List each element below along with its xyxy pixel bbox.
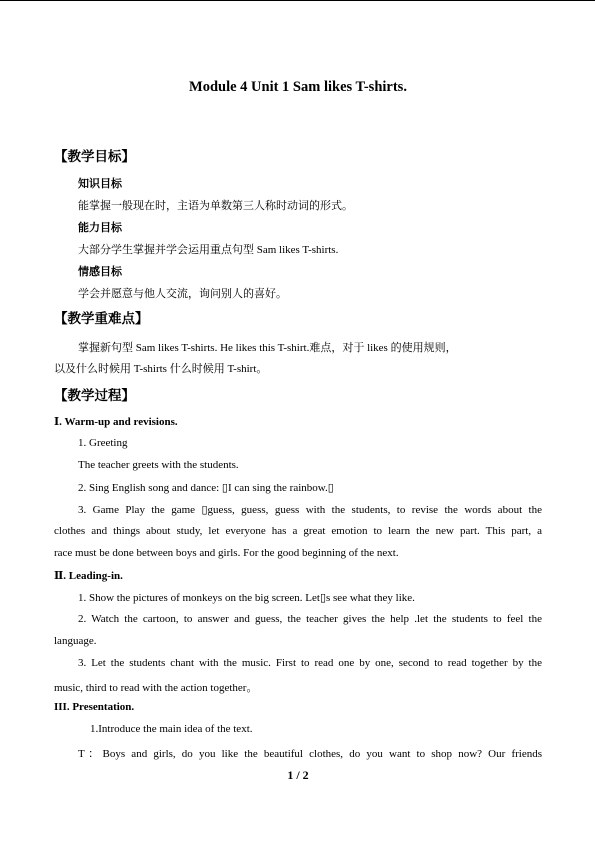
key-points-heading: 【教学重难点】 [54,311,149,327]
leading-in-step-2-line-2: language. [54,635,97,647]
presentation-step-1: 1.Introduce the main idea of the text. [90,723,253,735]
top-border [0,0,595,1]
warmup-step-1: 1. Greeting [78,437,128,449]
knowledge-goal-label: 知识目标 [78,177,122,190]
leading-in-heading: Ⅱ. Leading-in. [54,570,123,582]
ability-goal-text: 大部分学生掌握并学会运用重点句型 Sam likes T-shirts. [78,244,339,256]
leading-in-step-3-line-2: music, third to read with the action together。 [54,682,258,694]
objectives-heading: 【教学目标】 [54,149,135,165]
leading-in-step-1: 1. Show the pictures of monkeys on the big screen. Let▯s see what they like. [78,592,415,604]
process-heading: 【教学过程】 [54,388,135,404]
emotion-goal-text: 学会并愿意与他人交流，询问别人的喜好。 [78,288,287,300]
warmup-step-3-line-1: 3. Game Play the game ▯guess, guess, guess with the students, to revise the words about the [78,504,542,516]
page-number: 1 / 2 [287,768,309,782]
warmup-step-3-line-2: clothes and things about study, let everyone has a great emotion to learn the new part. This part, a [54,525,542,537]
emotion-goal-label: 情感目标 [78,265,122,278]
page-title: Module 4 Unit 1 Sam likes T-shirts. [189,79,407,95]
warmup-step-2: 2. Sing English song and dance: ▯I can sing the rainbow.▯ [78,482,334,494]
warmup-step-3-line-3: race must be done between boys and girls. For the good beginning of the next. [54,547,399,559]
leading-in-step-2-line-1: 2. Watch the cartoon, to answer and guess, the teacher gives the help .let the students to feel the [78,613,542,625]
key-points-line-2: 以及什么时候用 T-shirts 什么时候用 T-shirt。 [54,363,268,375]
leading-in-step-3-line-1: 3. Let the students chant with the music. First to read one by one, second to read together by the [78,657,542,669]
presentation-heading: III. Presentation. [54,701,135,713]
key-points-line-1: 掌握新句型 Sam likes T-shirts. He likes this T-shirt.难点，对于 likes 的使用规则， [78,342,457,354]
ability-goal-label: 能力目标 [78,221,122,234]
presentation-teacher-line: T：Boys and girls, do you like the beautiful clothes, do you want to shop now? Our friends [78,748,542,760]
knowledge-goal-text: 能掌握一般现在时，主语为单数第三人称时动词的形式。 [78,200,353,212]
warmup-heading: Ⅰ. Warm-up and revisions. [54,416,178,428]
warmup-step-1-detail: The teacher greets with the students. [78,459,239,471]
